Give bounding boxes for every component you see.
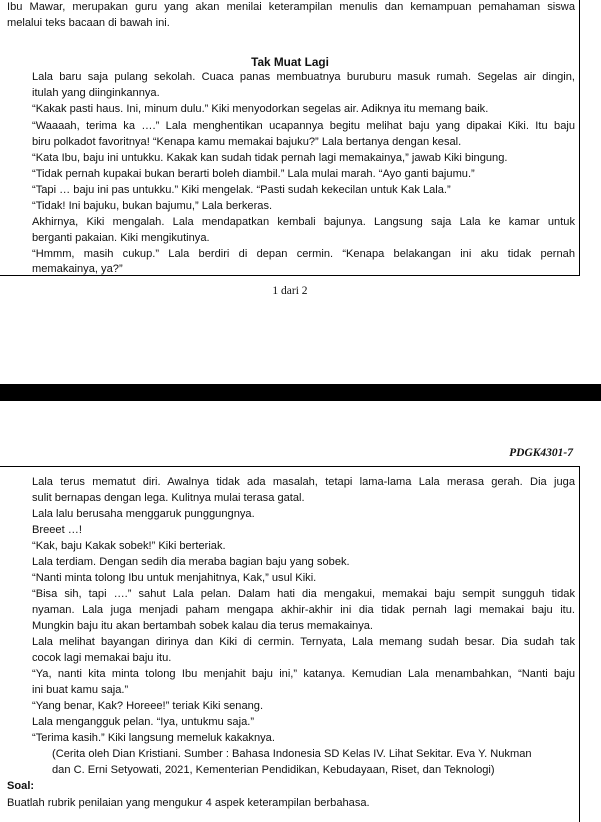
story-line: cocok lagi memakai baju itu. bbox=[32, 652, 172, 664]
story-line: Akhirnya, Kiki mengalah. Lala mendapatkan kembali bajunya. Langsung saja Lala ke kamar untuk bbox=[32, 216, 575, 228]
story-line: “Kakak pasti haus. Ini, minum dulu.” Kiki menyodorkan segelas air. Adiknya itu memang baik. bbox=[32, 103, 489, 115]
story-line: “Tapi … baju ini pas untukku.” Kiki mengelak. “Pasti sudah kekecilan untuk Kak Lala.” bbox=[32, 184, 451, 196]
story-line: Mungkin baju itu akan bertambah sobek kalau dia terus memakainya. bbox=[32, 620, 374, 632]
story-line: Lala lalu berusaha menggaruk punggungnya. bbox=[32, 508, 255, 520]
story-line: “Tidak pernah kupakai bukan berarti boleh diambil.” Lala mulai marah. “Ayo ganti bajumu.” bbox=[32, 168, 475, 180]
story-line: Breeet …! bbox=[32, 524, 82, 536]
story-title: Tak Muat Lagi bbox=[251, 55, 329, 69]
story-line: “Bisa sih, tapi ….” sahut Lala pelan. Dalam hati dia mengakui, memakai baju sempit sungguh tidak bbox=[32, 588, 575, 600]
story-line: Lala terdiam. Dengan sedih dia meraba bagian baju yang sobek. bbox=[32, 556, 350, 568]
story-line: “Kak, baju Kakak sobek!” Kiki berteriak. bbox=[32, 540, 226, 552]
story-line: Lala mengangguk pelan. “Iya, untukmu saja.” bbox=[32, 716, 255, 728]
page-number: 1 dari 2 bbox=[272, 285, 308, 297]
course-code: PDGK4301-7 bbox=[509, 447, 573, 459]
story-line: “Tidak! Ini bajuku, bukan bajumu,” Lala berkeras. bbox=[32, 200, 273, 212]
story-line: “Terima kasih.” Kiki langsung memeluk kakaknya. bbox=[32, 732, 275, 744]
page1-text-box bbox=[0, 0, 580, 276]
story-line: “Ya, nanti kita minta tolong Ibu menjahit baju ini,” katanya. Kemudian Lala menambahkan, “Nanti baju bbox=[32, 668, 575, 680]
story-line: ini buat kamu saja.” bbox=[32, 684, 129, 696]
intro-line-2: melalui teks bacaan di bawah ini. bbox=[7, 17, 170, 29]
story-line: Lala melihat bayangan dirinya dan Kiki di cermin. Ternyata, Lala memang sudah besar. Dia sudah tak bbox=[32, 636, 575, 648]
soal-text: Buatlah rubrik penilaian yang mengukur 4 aspek keterampilan berbahasa. bbox=[7, 797, 370, 809]
story-line: “Nanti minta tolong Ibu untuk menjahitnya, Kak,” usul Kiki. bbox=[32, 572, 317, 584]
page-separator bbox=[0, 384, 601, 401]
story-line: Lala baru saja pulang sekolah. Cuaca panas membuatnya buruburu masuk rumah. Segelas air dingin, bbox=[32, 71, 575, 83]
story-line: “Waaaah, terima ka ….” Lala menghentikan ucapannya begitu melihat baju yang dipakai Kiki. Itu baju bbox=[32, 120, 575, 132]
story-line: “Hmmm, masih cukup.” Lala berdiri di depan cermin. “Kenapa belakangan ini aku tidak pernah bbox=[32, 248, 575, 260]
page2-text-box bbox=[0, 466, 580, 822]
story-line: memakainya, ya?” bbox=[32, 263, 123, 275]
story-line: itulah yang diinginkannya. bbox=[32, 87, 160, 99]
source-line-1: (Cerita oleh Dian Kristiani. Sumber : Bahasa Indonesia SD Kelas IV. Lihat Sekitar. Eva Y. Nukman bbox=[52, 748, 532, 760]
intro-line-1: Ibu Mawar, merupakan guru yang akan menilai keterampilan menulis dan kemampuan pemahaman siswa bbox=[7, 1, 575, 13]
story-line: Lala terus mematut diri. Awalnya tidak ada masalah, tetapi lama-lama Lala merasa gerah. Dia juga bbox=[32, 476, 575, 488]
story-line: nyaman. Lala juga menjadi paham mengapa akhir-akhir ini dia tidak pernah lagi memakai baju itu. bbox=[32, 604, 575, 616]
story-line: “Kata Ibu, baju ini untukku. Kakak kan sudah tidak pernah lagi memakainya,” jawab Kiki bingung. bbox=[32, 152, 508, 164]
story-line: berganti pakaian. Kiki mengikutinya. bbox=[32, 232, 210, 244]
story-line: sulit bernapas dengan lega. Kulitnya mulai terasa gatal. bbox=[32, 492, 305, 504]
story-line: biru polkadot favoritnya! “Kenapa kamu memakai bajuku?” Lala bertanya dengan kesal. bbox=[32, 136, 462, 148]
soal-label: Soal: bbox=[7, 780, 35, 792]
story-line: “Yang benar, Kak? Horeee!” teriak Kiki senang. bbox=[32, 700, 264, 712]
source-line-2: dan C. Erni Setyowati, 2021, Kementerian Pendidikan, Kebudayaan, Riset, dan Teknologi) bbox=[52, 764, 495, 776]
